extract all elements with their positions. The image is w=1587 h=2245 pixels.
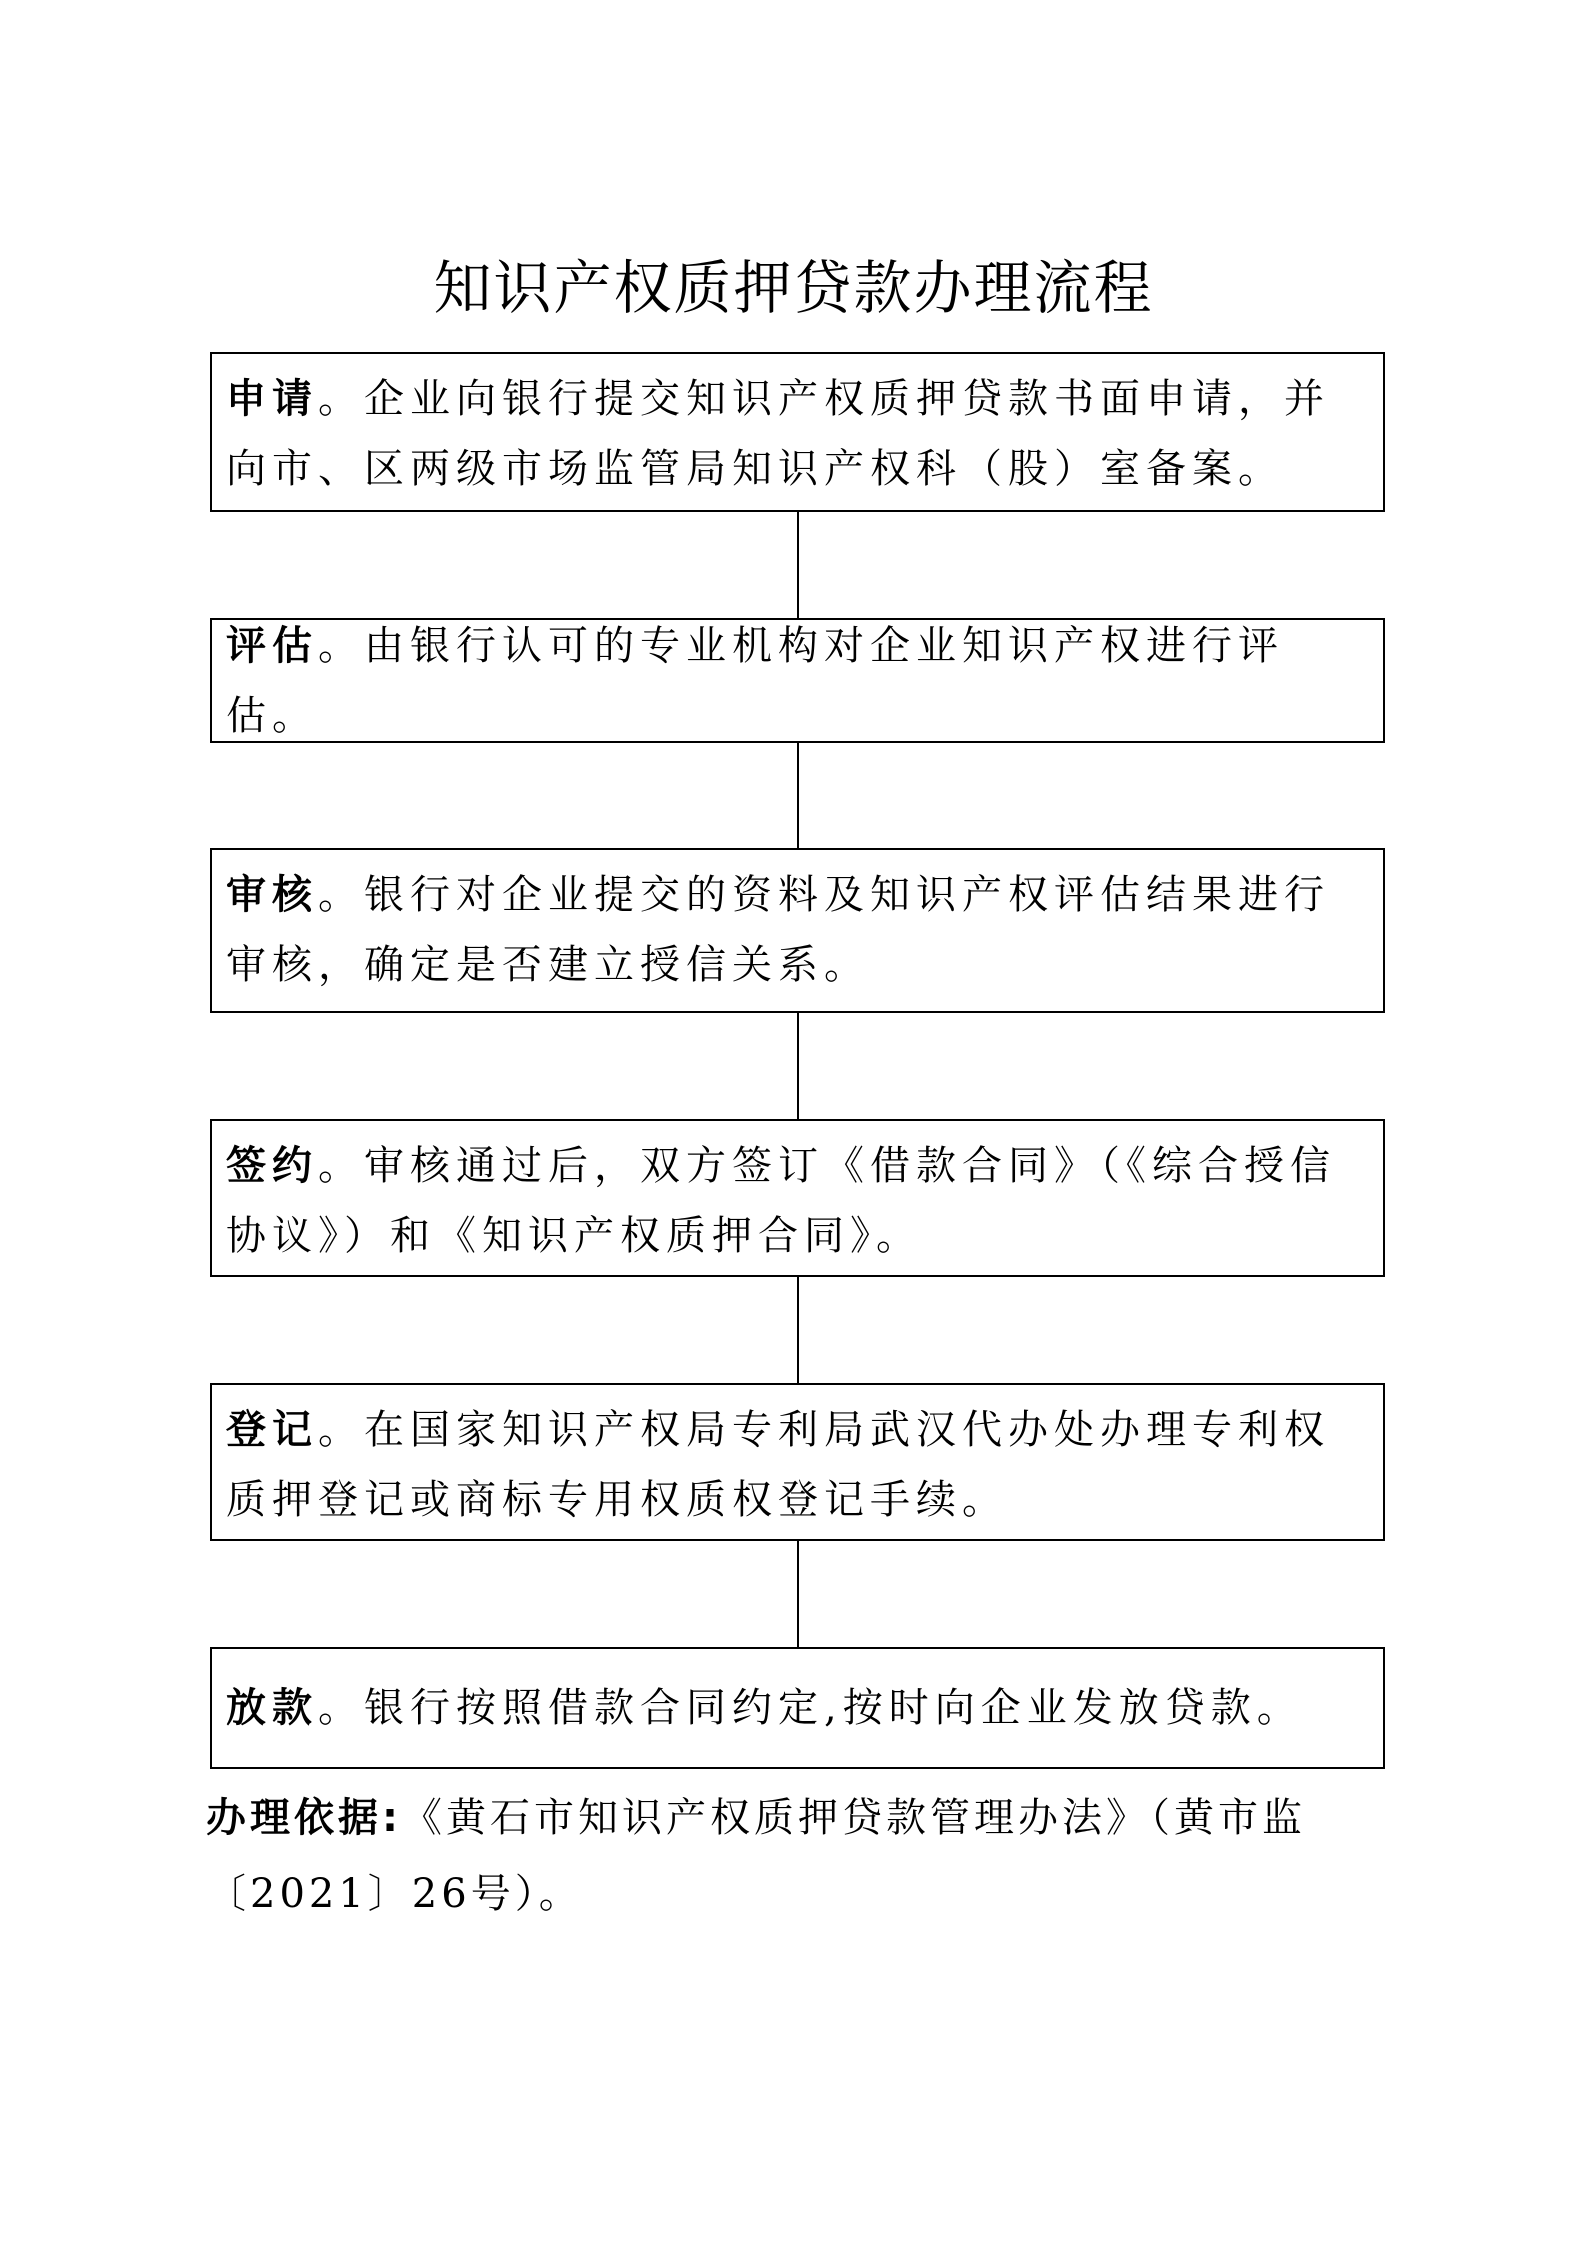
step-text: 在国家知识产权局专利局武汉代办处办理专利权质押登记或商标专用权质权登记手续。 [226,1407,1330,1523]
step-box-review [210,848,1385,1013]
basis-text: 《黄石市知识产权质押贷款管理办法》（黄市监〔2021〕26号）。 [206,1795,1306,1917]
step-text: 企业向银行提交知识产权质押贷款书面申请，并向市、区两级市场监管局知识产权科（股）室备案。 [226,376,1330,492]
step-text: 银行按照借款合同约定,按时向企业发放贷款。 [364,1685,1303,1731]
step-separator: 。 [318,872,364,918]
legal-basis [206,1780,1396,1932]
flow-connector [797,743,799,848]
step-text: 审核通过后，双方签订《借款合同》（《综合授信协议》）和《知识产权质押合同》。 [226,1143,1336,1259]
step-separator: 。 [318,622,364,669]
step-box-register [210,1383,1385,1541]
step-box-evaluate [210,618,1385,743]
step-text: 由银行认可的专业机构对企业知识产权进行评估。 [226,622,1284,739]
step-box-sign [210,1119,1385,1277]
step-label: 评估 [226,622,318,669]
step-separator: 。 [318,1407,364,1453]
step-separator: 。 [318,1685,364,1731]
document-title: 知识产权质押贷款办理流程 [433,254,1154,322]
step-box-apply [210,352,1385,512]
flow-connector [797,512,799,618]
step-label: 登记 [226,1407,318,1453]
step-separator: 。 [318,376,364,422]
flow-connector [797,1013,799,1119]
step-label: 审核 [226,872,318,918]
step-label: 签约 [226,1143,318,1189]
step-box-disburse [210,1647,1385,1769]
flow-connector [797,1541,799,1647]
step-label: 申请 [226,376,318,422]
step-label: 放款 [226,1685,318,1731]
flow-connector [797,1277,799,1383]
step-separator: 。 [318,1143,364,1189]
step-text: 银行对企业提交的资料及知识产权评估结果进行审核，确定是否建立授信关系。 [226,872,1330,988]
basis-label: 办理依据: [206,1795,402,1841]
